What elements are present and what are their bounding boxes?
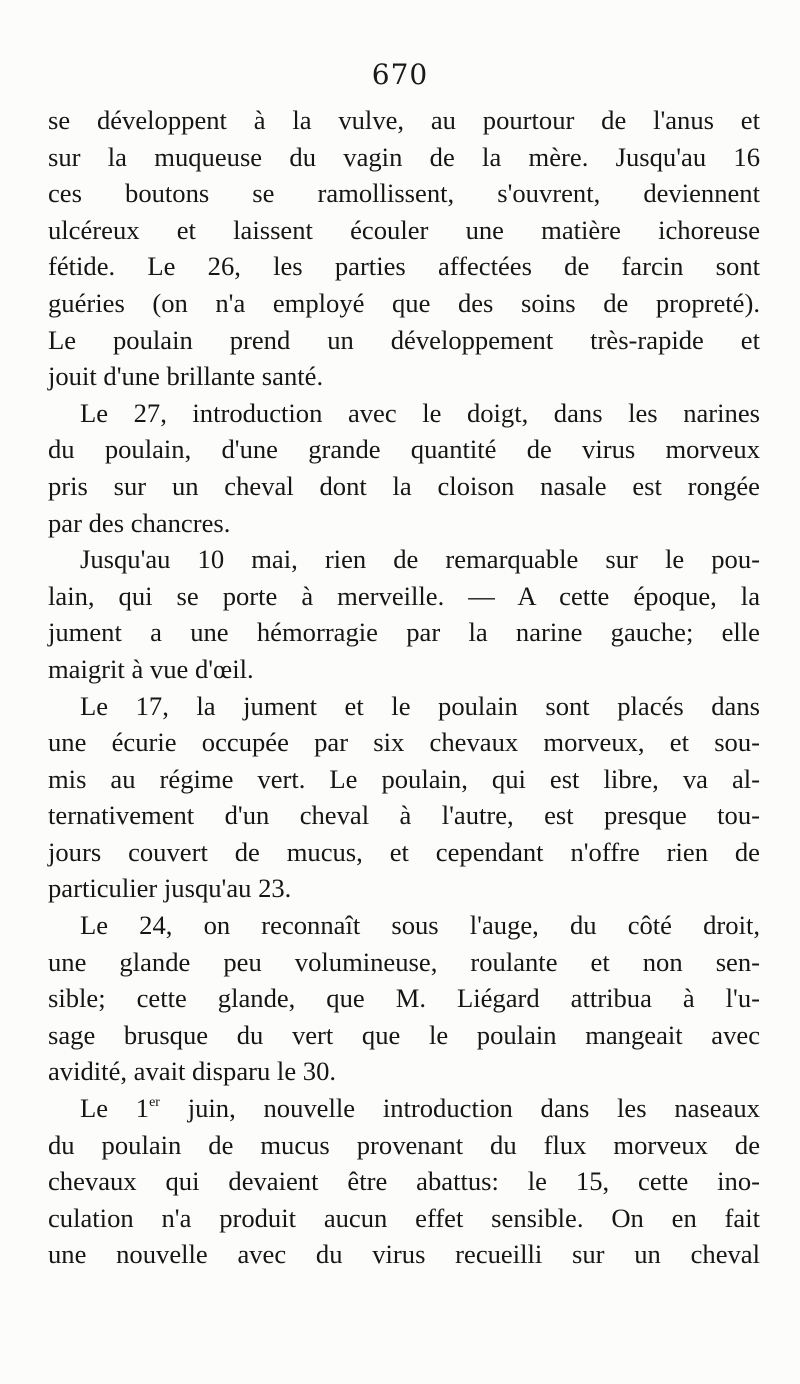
line-prefix: Le 1 [80, 1093, 150, 1124]
page-number: 670 [371, 58, 429, 91]
text-line: Le poulain prend un développement très-rapide et [48, 324, 760, 355]
text-line: maigrit à vue d'œil. [48, 653, 254, 684]
text-line: du poulain, d'une grande quantité de virus morveux [48, 434, 760, 465]
text-line: sur la muqueuse du vagin de la mère. Jusqu'au 16 [48, 141, 760, 172]
text-line: ternativement d'un cheval à l'autre, est presque tou- [48, 800, 760, 831]
text-line: ulcéreux et laissent écouler une matière ichoreuse [48, 214, 760, 245]
text-line: particulier jusqu'au 23. [48, 873, 292, 904]
text-line: Jusqu'au 10 mai, rien de remarquable sur le pou- [80, 544, 760, 575]
text-line: Le 27, introduction avec le doigt, dans les narines [80, 397, 760, 428]
text-line: une glande peu volumineuse, roulante et non sen- [48, 946, 760, 977]
line-text: juin, nouvelle introduction dans les naseaux [187, 1093, 760, 1124]
text-line: fétide. Le 26, les parties affectées de farcin sont [48, 251, 760, 282]
text-line: Le 17, la jument et le poulain sont placés dans [80, 690, 760, 721]
text-line: jouit d'une brillante santé. [48, 361, 324, 392]
text-line: Le 24, on reconnaît sous l'auge, du côté droit, [80, 910, 760, 941]
text-line [48, 1090, 760, 1127]
text-line: une écurie occupée par six chevaux morveux, et sou- [48, 727, 760, 758]
superscript: er [149, 1095, 160, 1111]
text-line: culation n'a produit aucun effet sensible. On en fait [48, 1202, 760, 1233]
text-line: ces boutons se ramollissent, s'ouvrent, deviennent [48, 178, 760, 209]
text-line: sage brusque du vert que le poulain mangeait avec [48, 1019, 760, 1050]
text-line: une nouvelle avec du virus recueilli sur un cheval [48, 1239, 760, 1270]
text-line: jours couvert de mucus, et cependant n'offre rien de [48, 836, 760, 867]
text-line: avidité, avait disparu le 30. [48, 1056, 337, 1087]
text-line: se développent à la vulve, au pourtour de l'anus et [48, 105, 760, 135]
text-line: guéries (on n'a employé que des soins de propreté). [48, 287, 760, 318]
text-line: sible; cette glande, que M. Liégard attribua à l'u- [48, 983, 760, 1014]
text-line: pris sur un cheval dont la cloison nasale est rongée [48, 470, 760, 501]
body-text [48, 102, 760, 1273]
text-line: lain, qui se porte à merveille. — A cette époque, la [48, 580, 760, 611]
text-line: du poulain de mucus provenant du flux morveux de [48, 1129, 760, 1160]
text-line: mis au régime vert. Le poulain, qui est libre, va al- [48, 763, 760, 794]
text-line: chevaux qui devaient être abattus: le 15, cette ino- [48, 1166, 760, 1197]
text-line: jument a une hémorragie par la narine gauche; elle [48, 617, 760, 648]
text-line: par des chancres. [48, 507, 231, 538]
